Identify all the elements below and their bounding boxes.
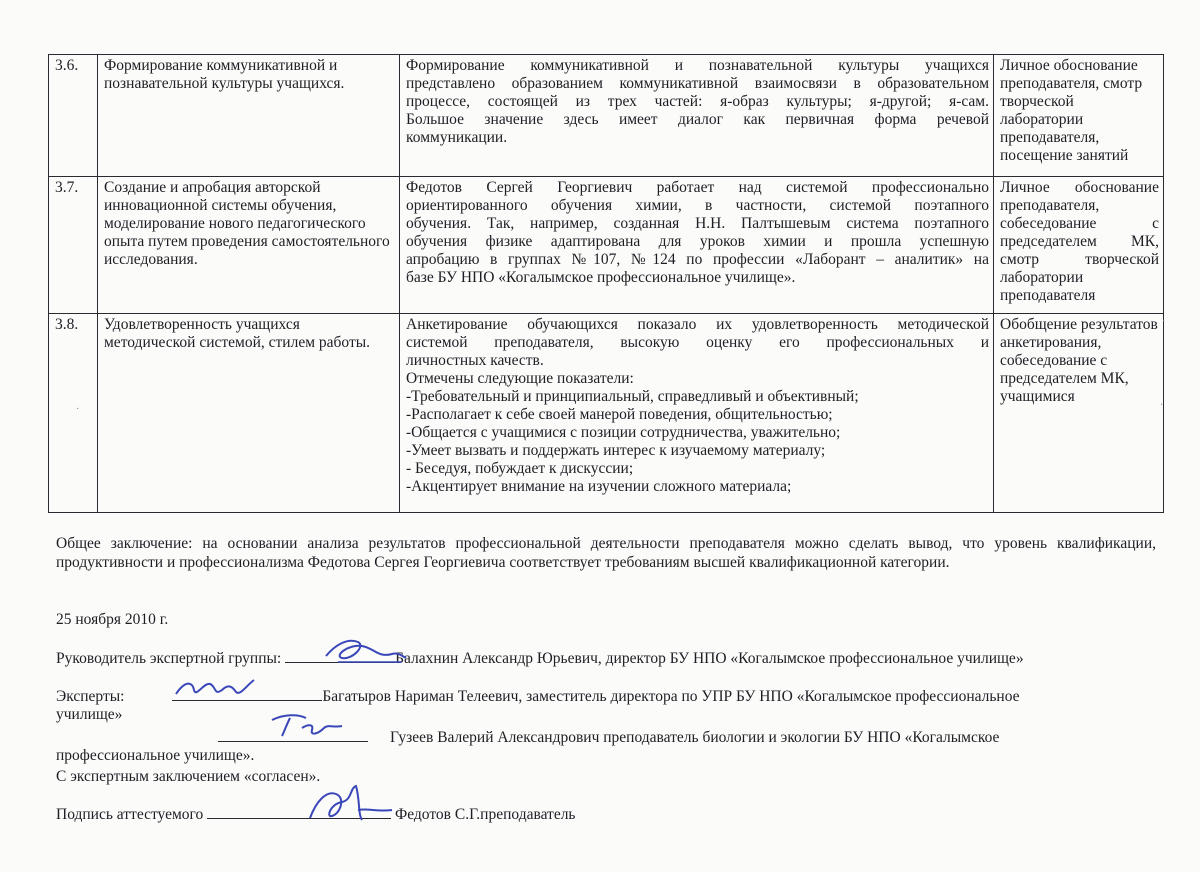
head-signature-icon — [318, 634, 408, 668]
row-number: 3.8. — [49, 314, 98, 513]
criterion-cell: Удовлетворенность учащихся методической системой, стилем работы. — [98, 314, 400, 513]
description-line: -Требовательный и принципиальный, справедливый и объективный; — [406, 388, 859, 405]
expert2-signature-line — [56, 727, 999, 747]
attested-label: Подпись аттестуемого — [56, 806, 204, 823]
criterion-cell: Создание и апробация авторской инновационной системы обучения, моделирование нового педагогического опыта путем проведения самостоятельного исследования. — [98, 177, 400, 314]
expert2-line2: профессиональное училище». — [56, 747, 255, 764]
row-number: 3.7. — [49, 177, 98, 314]
experts-label: Эксперты: — [56, 688, 125, 705]
description-cell — [400, 55, 994, 177]
description-line: представлено образованием коммуникативной взаимосвязи в образовательном — [406, 75, 989, 92]
evidence-cell: Личное обоснование преподавателя, собеседование с председателем МК, смотр творческой лаборатории преподавателя — [994, 177, 1164, 314]
description-line: Отмечены следующие показатели: — [406, 370, 634, 387]
evidence-cell: Обобщение результатов анкетирования, собеседование с председателем МК, учащимися — [994, 314, 1164, 513]
description-cell — [400, 314, 994, 513]
expert2-text: Гузеев Валерий Александрович преподаватель биологии и экологии БУ НПО «Когалымское — [390, 729, 1000, 746]
description-line: Большое значение здесь имеет диалог как первичная форма речевой — [406, 111, 989, 128]
scan-mark: · — [1160, 400, 1164, 411]
description-line: Анкетирование обучающихся показало их удовлетворенность методической — [406, 316, 989, 333]
description-line: базе БУ НПО «Когалымское профессиональное училище». — [406, 269, 796, 286]
description-line: -Общается с учащимися с позиции сотрудничества, уважительно; — [406, 424, 841, 441]
description-line: апробацию в группах №107, №124 по профессии «Лаборант – аналитик» на — [406, 251, 989, 268]
evidence-cell: Личное обоснование преподавателя, смотр творческой лаборатории преподавателя, посещение занятий — [994, 55, 1164, 177]
general-conclusion: Общее заключение: на основании анализа результатов профессиональной деятельности преподавателя можно сделать вывод, что уровень квалификации, продуктивности и профессионализма Федотова Сергея Георгиевича соответствует требованиям высшей квалификационной категории. — [56, 535, 1156, 571]
description-line: обучения. Так, например, созданная Н.Н. Палтышевым система поэтапного — [406, 215, 989, 232]
description-line: коммуникации. — [406, 129, 508, 146]
expert1-line2: училище» — [56, 706, 123, 723]
description-line: процессе, состоящей из трех частей: я-образ культуры; я-другой; я-сам. — [406, 93, 989, 110]
head-label: Руководитель экспертной группы: — [56, 650, 282, 667]
description-line: Формирование коммуникативной и познавательной культуры учащихся — [406, 57, 989, 74]
attested-name: Федотов С.Г.преподаватель — [395, 806, 576, 823]
description-line: личностных качеств. — [406, 352, 544, 369]
description-line: -Располагает к себе своей манерой поведения, общительностью; — [406, 406, 833, 423]
description-line: обучения физике адаптирована для уроков химии и прошла успешную — [406, 233, 989, 250]
expert2-signature-icon — [262, 708, 352, 742]
scan-mark: · — [1162, 316, 1166, 327]
head-name: Балахнин Александр Юрьевич, директор БУ НПО «Когалымское профессиональное училище» — [395, 650, 1024, 667]
document-date: 25 ноября 2010 г. — [56, 611, 169, 628]
agreement-statement: С экспертным заключением «согласен». — [56, 768, 321, 785]
criterion-cell: Формирование коммуникативной и познавательной культуры учащихся. — [98, 55, 400, 177]
description-cell — [400, 177, 994, 314]
description-line: - Беседуя, побуждает к дискуссии; — [406, 460, 634, 477]
scan-mark: · — [76, 404, 80, 415]
table-row — [49, 55, 1164, 177]
expert1-signature-icon — [170, 674, 260, 704]
expert1-text: Багатыров Нариман Телеевич, заместитель директора по УПР БУ НПО «Когалымское профессиональное — [322, 688, 1020, 705]
description-line: системой преподавателя, высокую оценку его профессиональных и — [406, 334, 989, 351]
description-line: -Умеет вызвать и поддержать интерес к изучаемому материалу; — [406, 442, 826, 459]
table-row — [49, 314, 1164, 513]
row-number: 3.6. — [49, 55, 98, 177]
description-line: ориентированного обучения химии, в частности, системой поэтапного — [406, 197, 989, 214]
evaluation-table — [48, 54, 1164, 513]
attested-signature-icon — [296, 780, 396, 826]
description-line: Федотов Сергей Георгиевич работает над системой профессионально — [406, 179, 989, 196]
description-line: -Акцентирует внимание на изучении сложного материала; — [406, 478, 792, 495]
head-signature-line — [56, 648, 1024, 668]
table-row — [49, 177, 1164, 314]
